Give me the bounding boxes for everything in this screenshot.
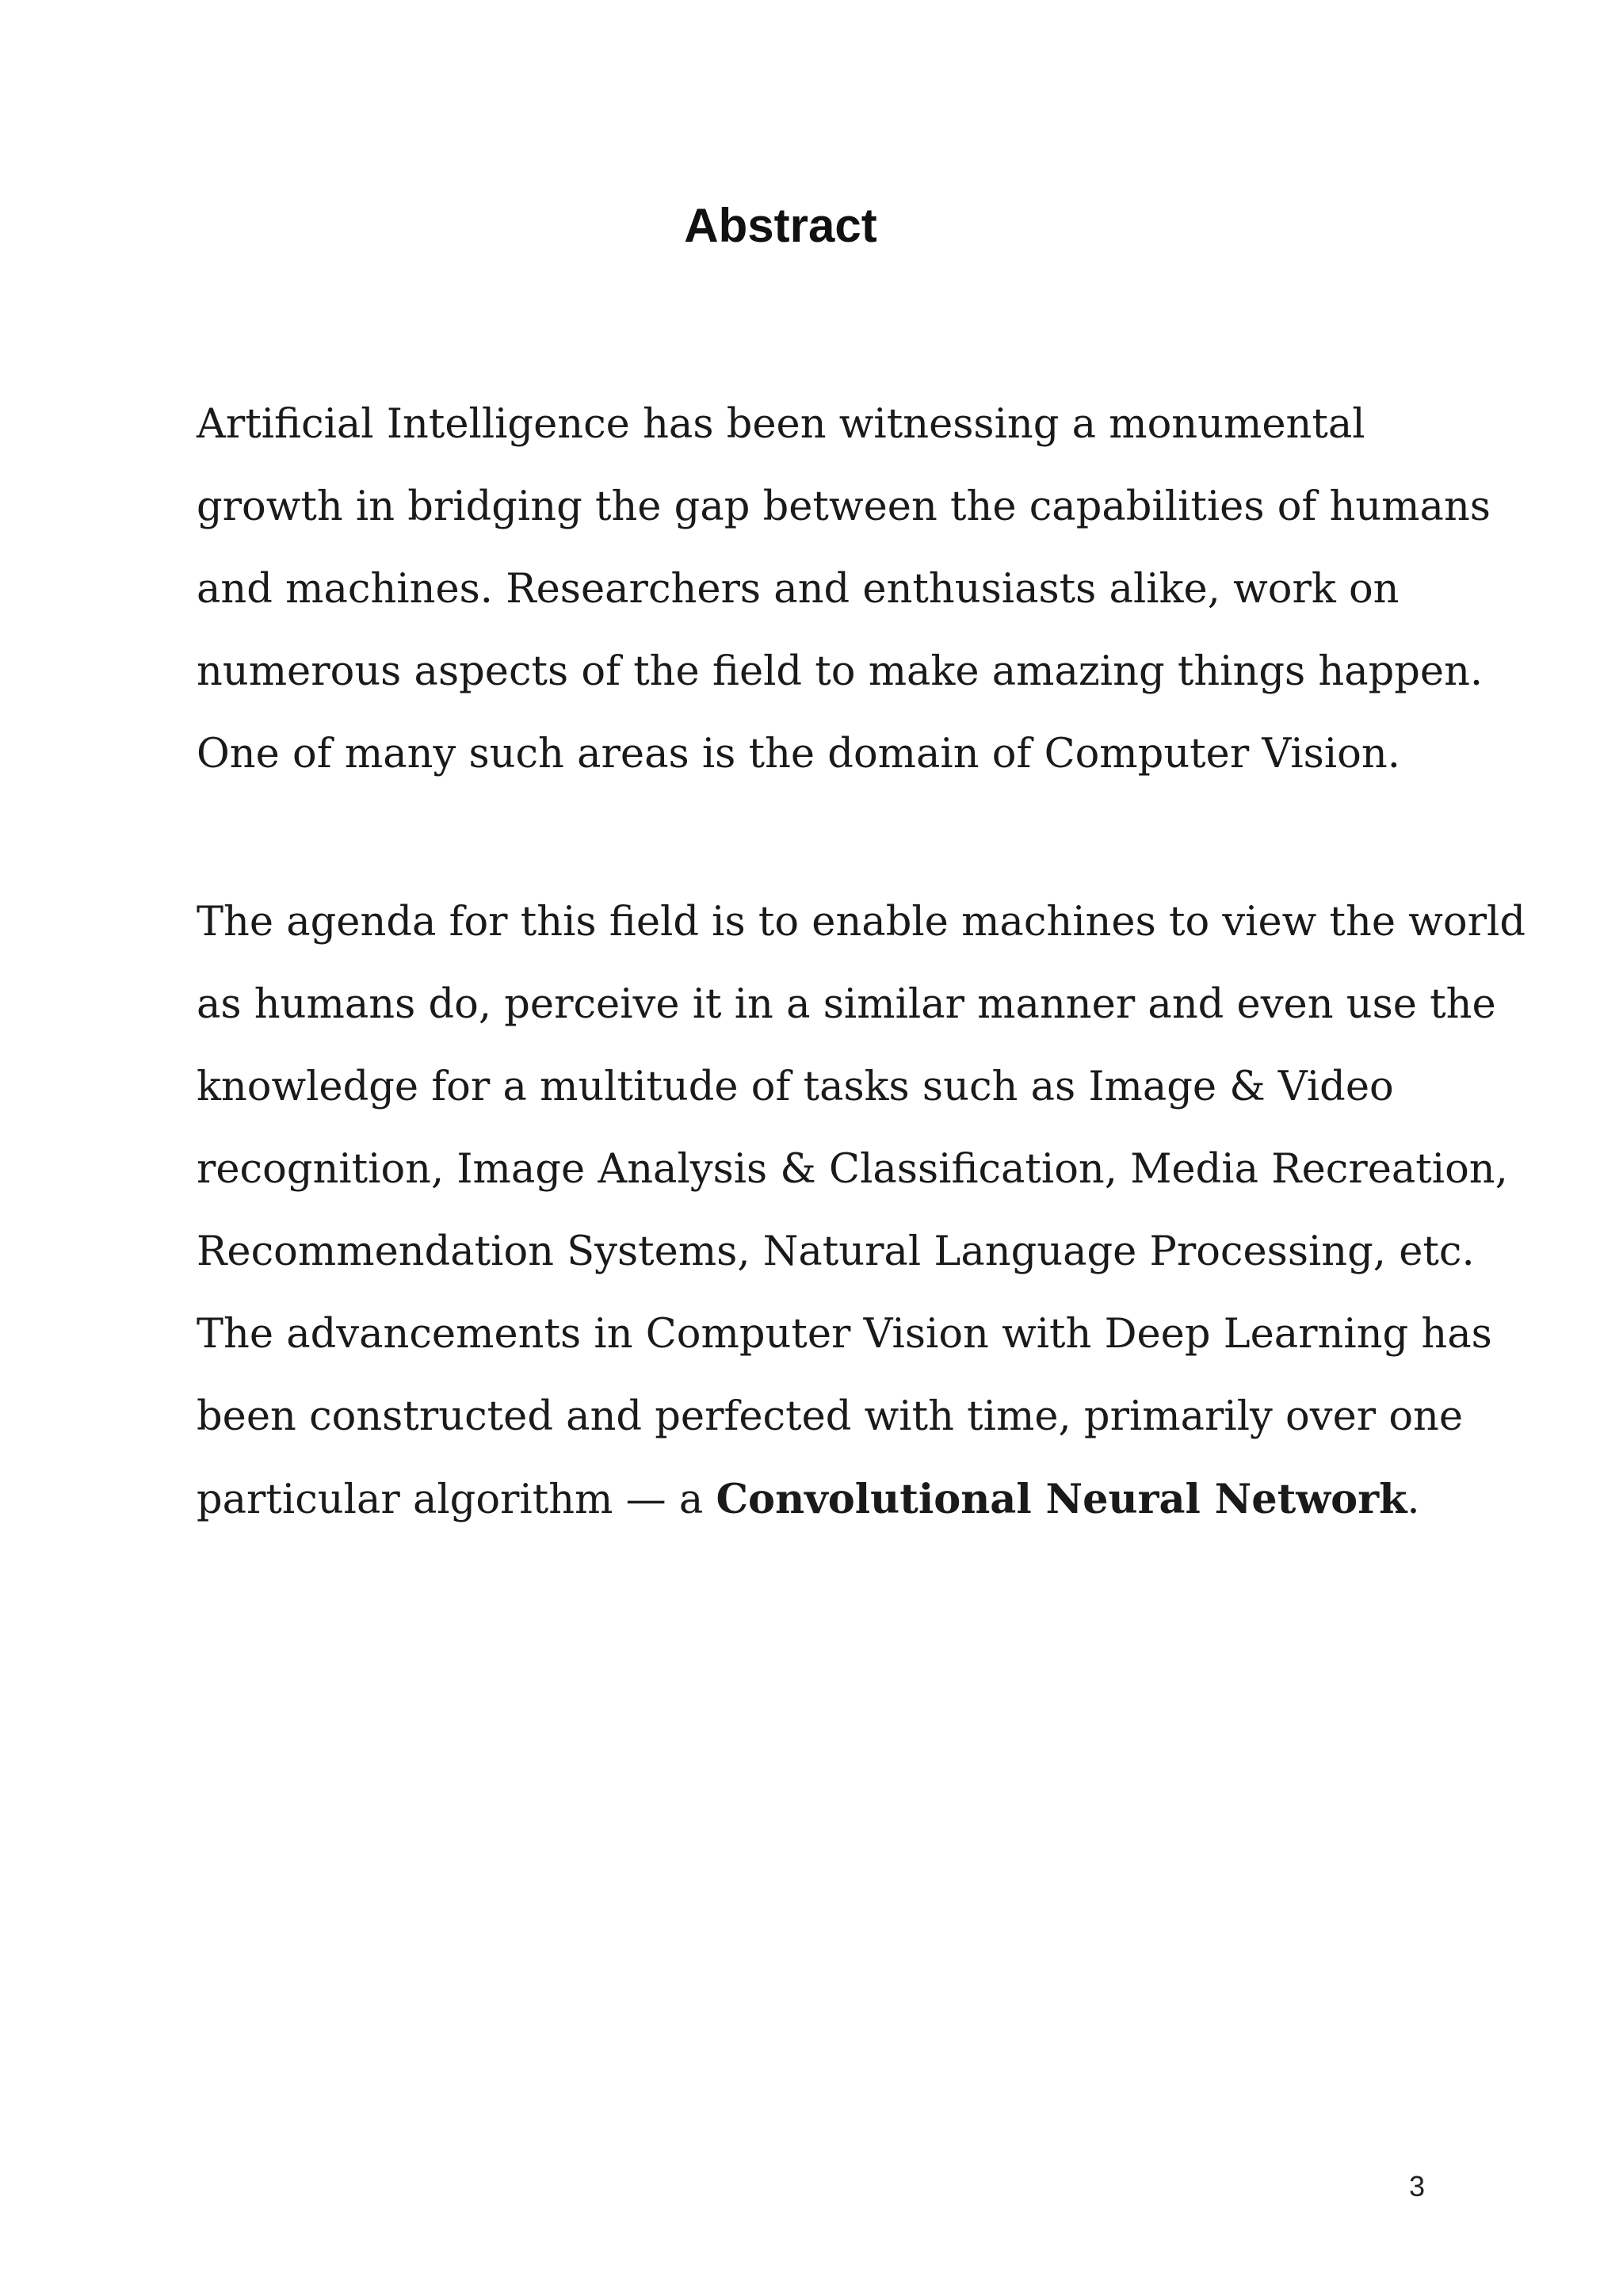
text-line: The advancements in Computer Vision with Deep Learning has (197, 1311, 1492, 1358)
emphasized-term: Convolutional Neural Network (716, 1476, 1407, 1523)
text-line: been constructed and perfected with time, primarily over one (197, 1393, 1464, 1440)
page-title: Abstract (684, 199, 877, 252)
abstract-paragraph-2 (197, 881, 1526, 1541)
text-line: and machines. Researchers and enthusiasts alike, work on (197, 566, 1400, 613)
page-number: 3 (1409, 2170, 1426, 2202)
text-line: Artificial Intelligence has been witnessing a monumental (197, 401, 1365, 448)
text-line: knowledge for a multitude of tasks such as Image & Video (197, 1064, 1394, 1110)
abstract-paragraph-1 (197, 384, 1491, 796)
text-line: Recommendation Systems, Natural Language Processing, etc. (197, 1228, 1475, 1275)
text-line: One of many such areas is the domain of Computer Vision. (197, 731, 1400, 777)
text-fragment: particular algorithm — a (197, 1477, 716, 1523)
text-line: numerous aspects of the field to make amazing things happen. (197, 648, 1484, 695)
text-line: growth in bridging the gap between the capabilities of humans (197, 483, 1491, 530)
text-line-final (197, 1458, 1480, 1541)
text-line: recognition, Image Analysis & Classification, Media Recreation, (197, 1146, 1508, 1193)
text-fragment: . (1407, 1477, 1420, 1523)
text-line: as humans do, perceive it in a similar manner and even use the (197, 981, 1496, 1028)
text-line: The agenda for this field is to enable machines to view the world (197, 899, 1526, 946)
